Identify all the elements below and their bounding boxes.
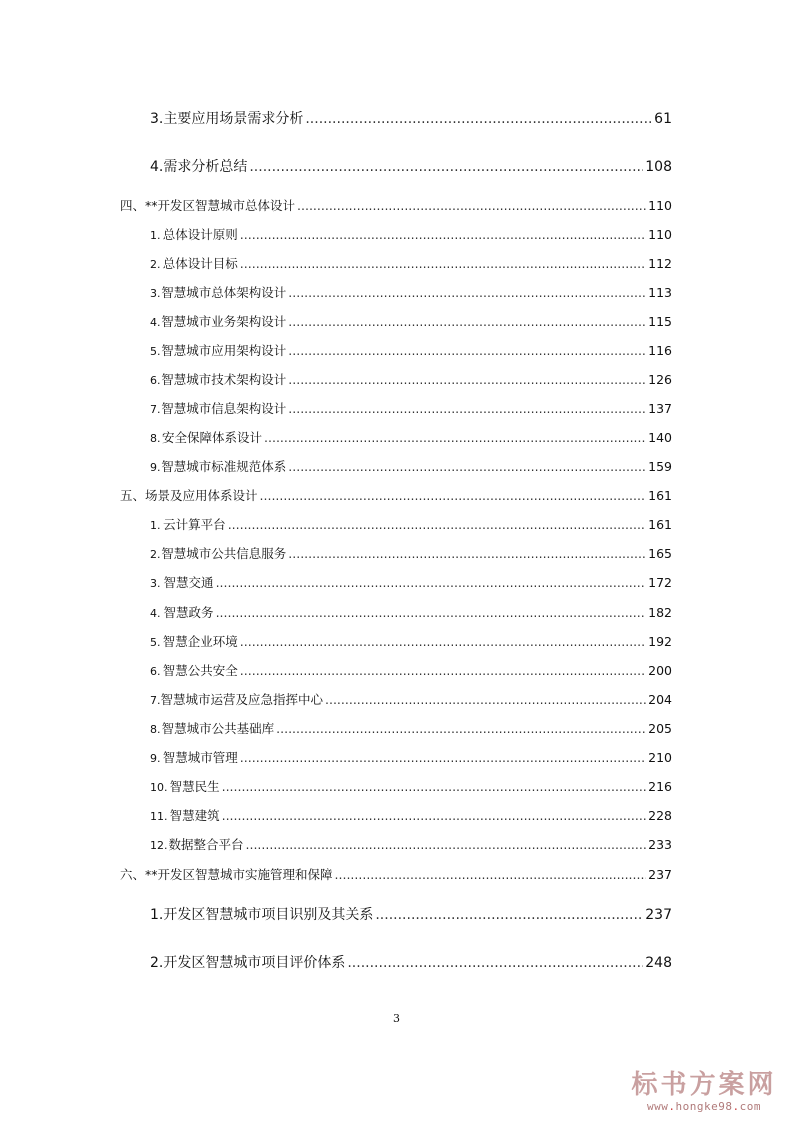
toc-entry-title: 智慧城市应用架构设计 [161,343,287,358]
toc-entry-title: 开发区智慧城市项目评价体系 [163,955,346,971]
toc-entry-page: 165 [648,546,672,561]
toc-entry-page: 237 [645,907,672,923]
dot-leader [288,314,646,329]
toc-chapter-entry[interactable] [120,486,672,504]
dot-leader [288,343,646,358]
toc-entry-number: 7. [150,694,161,707]
toc-entry-page: 159 [648,459,672,474]
dot-leader [325,692,646,707]
toc-entry[interactable] [150,904,672,924]
toc-entry[interactable] [150,428,672,446]
toc-entry[interactable] [150,806,672,824]
toc-entry-page: 108 [645,159,672,175]
toc-entry[interactable] [150,312,672,330]
toc-entry-page: 112 [648,256,672,271]
dot-leader [335,867,647,882]
toc-entry-page: 116 [648,343,672,358]
toc-entry-page: 216 [648,779,672,794]
toc-entry-number: 四、 [120,198,146,213]
dot-leader [240,227,646,242]
toc-entry-title: 智慧城市公共基础库 [161,721,275,736]
dot-leader [240,663,646,678]
toc-entry-page: 237 [648,867,672,882]
dot-leader [288,546,646,561]
toc-entry-page: 200 [648,663,672,678]
toc-entry-number: 1. [150,229,161,242]
toc-entry[interactable] [150,108,672,128]
toc-entry[interactable] [150,603,672,621]
toc-entry[interactable] [150,952,672,972]
toc-entry-number: 4. [150,607,161,620]
toc-entry-number: 2. [150,955,164,971]
toc-entry-number: 8. [150,432,161,445]
toc-entry-number: 5. [150,345,161,358]
dot-leader [260,488,647,503]
toc-entry-number: 1. [150,907,164,923]
toc-entry-number: 六、 [120,867,146,882]
toc-entry-title: 安全保障体系设计 [162,430,263,445]
toc-entry-title: 智慧民生 [169,779,220,794]
toc-entry[interactable] [150,341,672,359]
toc-entry-number: 5. [150,636,161,649]
toc-entry-number: 五、 [120,488,146,503]
toc-entry[interactable] [150,835,672,853]
toc-entry[interactable] [150,399,672,417]
toc-entry-title: 智慧政务 [163,605,214,620]
dot-leader [240,256,646,271]
toc-entry-title: 场景及应用体系设计 [145,488,258,503]
dot-leader [240,750,646,765]
toc-entry-page: 110 [648,198,672,213]
toc-entry-number: 7. [150,403,161,416]
toc-entry-number: 11. [150,810,168,823]
dot-leader [249,159,643,175]
dot-leader [240,634,646,649]
toc-entry[interactable] [150,457,672,475]
toc-entry-page: 137 [648,401,672,416]
toc-entry-title: 智慧建筑 [169,808,220,823]
toc-entry-title: 智慧城市技术架构设计 [161,372,287,387]
toc-entry-number: 1. [150,519,161,532]
toc-entry-title: 需求分析总结 [163,159,248,175]
toc-entry-page: 172 [648,575,672,590]
toc-entry-number: 9. [150,752,161,765]
toc-entry-number: 12. [150,839,168,852]
toc-entry-page: 126 [648,372,672,387]
toc-entry-number: 8. [150,723,161,736]
toc-entry-page: 61 [654,111,672,127]
toc-entry[interactable] [150,748,672,766]
toc-entry-title: 数据整合平台 [168,837,244,852]
toc-entry-page: 204 [648,692,672,707]
dot-leader [216,605,647,620]
toc-entry-title: 智慧交通 [163,575,214,590]
toc-entry-title: 云计算平台 [163,517,226,532]
toc-entry-title: 智慧城市总体架构设计 [161,285,287,300]
toc-entry-page: 113 [648,285,672,300]
dot-leader [347,955,643,971]
toc-entry-title: **开发区智慧城市实施管理和保障 [145,867,333,882]
toc-entry-page: 161 [648,517,672,532]
toc-entry-title: 主要应用场景需求分析 [163,111,304,127]
toc-entry-number: 3. [150,577,161,590]
toc-entry-number: 3. [150,111,164,127]
toc-entry[interactable] [150,661,672,679]
toc-entry-page: 115 [648,314,672,329]
toc-entry-page: 161 [648,488,672,503]
dot-leader [276,721,646,736]
toc-entry-title: 智慧城市管理 [162,750,238,765]
toc-entry-title: 智慧公共安全 [162,663,238,678]
toc-entry-page: 248 [645,955,672,971]
toc-chapter-entry[interactable] [120,865,672,883]
watermark-title: 标书方案网 [631,1070,777,1100]
toc-entry[interactable] [150,544,672,562]
toc-entry-title: 智慧城市业务架构设计 [161,314,287,329]
toc-entry-number: 3. [150,287,161,300]
toc-chapter-entry[interactable] [120,196,672,214]
toc-entry[interactable] [150,156,672,176]
toc-entry-title: 智慧城市运营及应急指挥中心 [160,692,324,707]
toc-entry[interactable] [150,283,672,301]
page-number: 3 [393,1012,400,1025]
dot-leader [288,401,646,416]
toc-entry-number: 4. [150,316,161,329]
toc-entry[interactable] [150,632,672,650]
watermark-url: www.hongke98.com [647,1100,761,1113]
toc-entry-page: 210 [648,750,672,765]
toc-entry-number: 6. [150,374,161,387]
toc-entry-page: 233 [648,837,672,852]
toc-entry-title: 总体设计目标 [162,256,238,271]
toc-entry-page: 192 [648,634,672,649]
toc-entry[interactable] [150,690,672,708]
toc-entry-title: 总体设计原则 [162,227,238,242]
dot-leader [264,430,646,445]
toc-entry[interactable] [150,515,672,533]
toc-entry-number: 9. [150,461,161,474]
toc-entry-number: 6. [150,665,161,678]
toc-entry-number: 2. [150,548,161,561]
dot-leader [222,808,647,823]
dot-leader [288,372,646,387]
watermark-logo [629,1070,779,1114]
dot-leader [288,459,646,474]
toc-entry-page: 140 [648,430,672,445]
toc-entry[interactable] [150,370,672,388]
dot-leader [375,907,643,923]
toc-entry-page: 205 [648,721,672,736]
toc-entry-title: 智慧企业环境 [162,634,238,649]
toc-entry-number: 10. [150,781,168,794]
toc-entry-page: 228 [648,808,672,823]
toc-entry-page: 182 [648,605,672,620]
toc-entry-title: 智慧城市信息架构设计 [161,401,287,416]
toc-entry-title: 开发区智慧城市项目识别及其关系 [163,907,374,923]
toc-entry-number: 4. [150,159,164,175]
toc-entry-title: 智慧城市标准规范体系 [161,459,287,474]
toc-entry-title: **开发区智慧城市总体设计 [145,198,296,213]
toc-entry-number: 2. [150,258,161,271]
dot-leader [288,285,646,300]
toc-entry-page: 110 [648,227,672,242]
toc-entry[interactable] [150,777,672,795]
toc-entry[interactable] [150,719,672,737]
toc-entry[interactable] [150,573,672,591]
toc-entry-title: 智慧城市公共信息服务 [161,546,287,561]
toc-entry[interactable] [150,225,672,243]
dot-leader [216,575,647,590]
dot-leader [222,779,647,794]
toc-entry[interactable] [150,254,672,272]
dot-leader [228,517,646,532]
dot-leader [297,198,646,213]
dot-leader [305,111,652,127]
dot-leader [246,837,647,852]
